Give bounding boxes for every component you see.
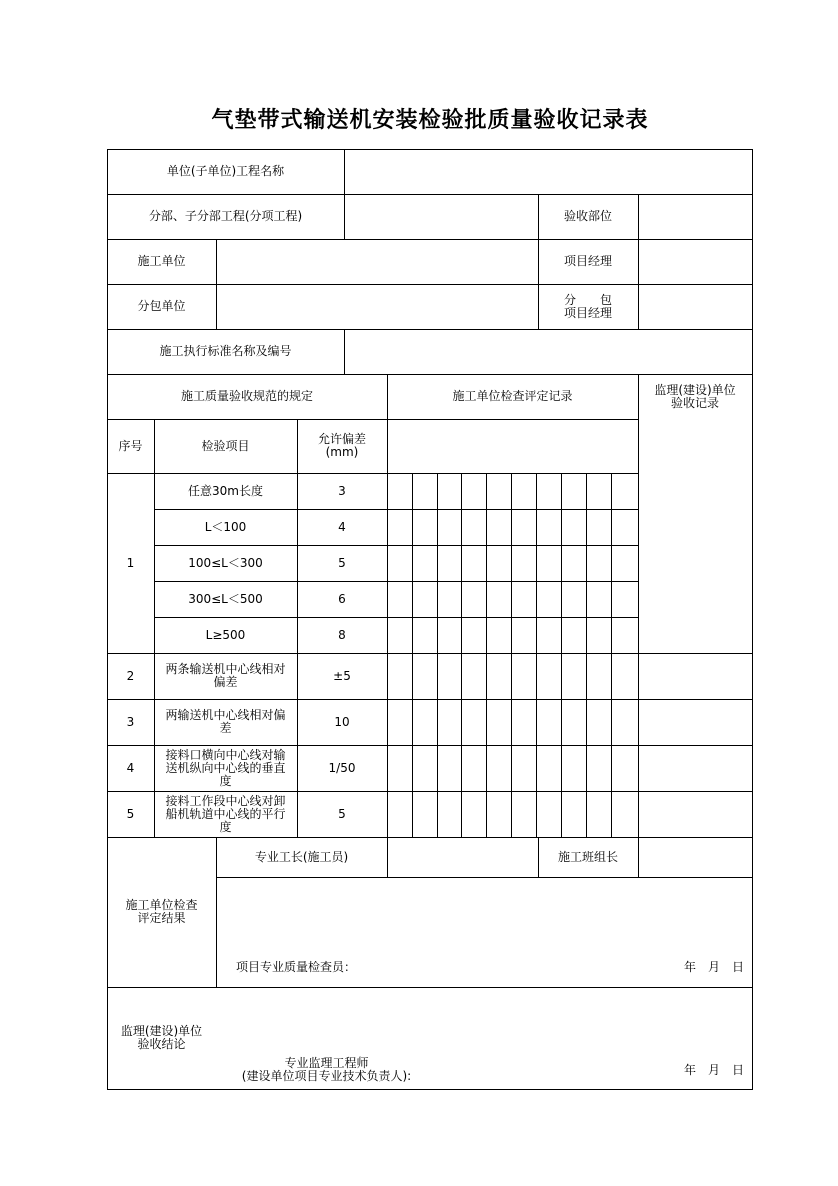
inspection-cell[interactable] bbox=[612, 792, 638, 837]
inspection-cell[interactable] bbox=[438, 618, 461, 653]
inspection-cell[interactable] bbox=[562, 546, 586, 581]
supervision-record-field[interactable] bbox=[638, 419, 752, 837]
inspection-cell[interactable] bbox=[512, 700, 536, 745]
item-2-name-text: 两条输送机中心线相对 bbox=[165, 662, 286, 676]
inspection-cell[interactable] bbox=[537, 746, 561, 791]
inspection-record-header-text: 施工单位检查评定记录 bbox=[452, 389, 573, 403]
col-item-header-text: 检验项目 bbox=[201, 438, 250, 453]
item-3-name-text: 差 bbox=[219, 721, 232, 735]
item-1-sub-5-name-text: L≥500 bbox=[205, 627, 246, 642]
item-5-tolerance-text: 5 bbox=[338, 806, 346, 821]
inspection-cell[interactable] bbox=[587, 654, 611, 699]
inspection-cell[interactable] bbox=[587, 618, 611, 653]
inspection-cell[interactable] bbox=[512, 792, 536, 837]
item-4-no-text: 4 bbox=[126, 760, 135, 775]
foreman-field[interactable] bbox=[387, 837, 538, 877]
inspection-cell[interactable] bbox=[438, 654, 461, 699]
inspection-cell[interactable] bbox=[462, 474, 486, 509]
item-1-sub-4-name-text: 300≤L＜500 bbox=[188, 591, 263, 606]
inspection-cell[interactable] bbox=[413, 654, 437, 699]
inspection-cell[interactable] bbox=[413, 546, 437, 581]
item-1-sub-4-tolerance-text: 6 bbox=[338, 591, 346, 606]
result-label-text: 施工单位检查 bbox=[125, 898, 198, 912]
inspection-cell[interactable] bbox=[388, 792, 412, 837]
item-1-no-text: 1 bbox=[126, 555, 135, 570]
inspection-cell[interactable] bbox=[438, 546, 461, 581]
item-1-sub-2-name-text: L＜100 bbox=[204, 519, 247, 534]
item-3-no-text: 3 bbox=[126, 714, 135, 729]
item-4-name-text: 送机纵向中心线的垂直 bbox=[165, 760, 286, 775]
item-1-sub-3-tolerance-text: 5 bbox=[338, 555, 346, 570]
inspection-cell[interactable] bbox=[388, 654, 412, 699]
inspection-cell[interactable] bbox=[487, 474, 511, 509]
item-5-no bbox=[107, 791, 154, 837]
foreman-label bbox=[216, 837, 387, 877]
inspection-cell[interactable] bbox=[388, 546, 412, 581]
construction-unit-field[interactable] bbox=[216, 239, 538, 284]
col-tolerance-header-text: (mm) bbox=[325, 445, 359, 459]
standard-name-label bbox=[107, 329, 344, 374]
item-5-tolerance bbox=[297, 791, 387, 837]
inspection-cell[interactable] bbox=[562, 746, 586, 791]
result-label bbox=[107, 837, 216, 987]
supervision-record-header bbox=[638, 374, 752, 419]
quality-spec-header bbox=[107, 374, 387, 419]
construction-unit-label bbox=[107, 239, 216, 284]
inspection-cell[interactable] bbox=[562, 654, 586, 699]
supervision-engineer-label-text: 专业监理工程师 bbox=[284, 1056, 369, 1070]
inspection-cell[interactable] bbox=[487, 654, 511, 699]
subcontract-manager-label-text: 分 包 bbox=[563, 292, 612, 307]
inspection-cell[interactable] bbox=[537, 474, 561, 509]
item-3-tolerance-text: 10 bbox=[334, 714, 350, 729]
inspection-cell[interactable] bbox=[612, 618, 638, 653]
inspection-cell[interactable] bbox=[388, 746, 412, 791]
result-label-text: 评定结果 bbox=[137, 911, 186, 925]
inspection-cell[interactable] bbox=[562, 618, 586, 653]
inspection-cell[interactable] bbox=[388, 510, 412, 545]
item-3-name bbox=[154, 699, 297, 745]
subcontract-manager-field[interactable] bbox=[638, 284, 752, 329]
project-manager-label bbox=[538, 239, 638, 284]
supervision-engineer-label-text: (建设单位项目专业技术负责人): bbox=[241, 1069, 412, 1083]
unit-project-name-label bbox=[107, 149, 344, 194]
col-tolerance-header-text: 允许偏差 bbox=[317, 432, 366, 446]
inspection-cell[interactable] bbox=[462, 510, 486, 545]
item-3-no bbox=[107, 699, 154, 745]
inspection-cell[interactable] bbox=[438, 746, 461, 791]
inspection-cell[interactable] bbox=[413, 700, 437, 745]
inspection-cell[interactable] bbox=[462, 700, 486, 745]
subcontract-manager-label bbox=[538, 284, 638, 329]
item-2-no-text: 2 bbox=[126, 668, 135, 683]
result-text-area[interactable] bbox=[216, 877, 752, 949]
item-1-sub-5-name bbox=[154, 617, 297, 653]
inspection-cell[interactable] bbox=[537, 582, 561, 617]
inspection-cell[interactable] bbox=[487, 546, 511, 581]
inspection-cell[interactable] bbox=[512, 618, 536, 653]
team-leader-field[interactable] bbox=[638, 837, 752, 877]
col-tolerance-header bbox=[297, 419, 387, 473]
col-no-header bbox=[107, 419, 154, 473]
inspection-cell[interactable] bbox=[413, 746, 437, 791]
team-leader-label bbox=[538, 837, 638, 877]
inspection-cell[interactable] bbox=[587, 510, 611, 545]
inspection-cell[interactable] bbox=[388, 700, 412, 745]
item-1-sub-1-name-text: 任意30m长度 bbox=[188, 483, 263, 498]
inspection-cell[interactable] bbox=[438, 582, 461, 617]
inspection-cell[interactable] bbox=[537, 792, 561, 837]
item-4-tolerance-text: 1/50 bbox=[328, 760, 356, 775]
inspection-cell[interactable] bbox=[562, 700, 586, 745]
item-1-no bbox=[107, 473, 154, 653]
inspection-form bbox=[107, 149, 752, 1089]
inspection-cell[interactable] bbox=[562, 474, 586, 509]
inspection-cell[interactable] bbox=[462, 654, 486, 699]
supervision-record-header-text: 监理(建设)单位 bbox=[654, 382, 736, 397]
inspection-cell[interactable] bbox=[587, 546, 611, 581]
inspection-cell[interactable] bbox=[487, 792, 511, 837]
unit-project-name-label-text: 单位(子单位)工程名称 bbox=[166, 164, 285, 178]
inspection-cell[interactable] bbox=[413, 510, 437, 545]
sub-project-label bbox=[107, 194, 344, 239]
sub-project-label-text: 分部、子分部工程(分项工程) bbox=[148, 209, 303, 223]
inspection-cell[interactable] bbox=[512, 474, 536, 509]
item-1-sub-5-tolerance bbox=[297, 617, 387, 653]
inspection-cell[interactable] bbox=[612, 654, 638, 699]
standard-name-label-text: 施工执行标准名称及编号 bbox=[159, 344, 292, 358]
item-1-sub-4-tolerance bbox=[297, 581, 387, 617]
inspection-cell[interactable] bbox=[413, 618, 437, 653]
item-1-sub-5-tolerance-text: 8 bbox=[338, 627, 346, 642]
item-5-name-text: 船机轨道中心线的平行 bbox=[165, 806, 286, 821]
item-1-sub-2-tolerance-text: 4 bbox=[338, 519, 346, 534]
inspection-cell[interactable] bbox=[462, 792, 486, 837]
inspection-cell[interactable] bbox=[562, 792, 586, 837]
standard-name-field[interactable] bbox=[344, 329, 752, 374]
item-2-tolerance-text: ±5 bbox=[333, 668, 351, 683]
project-manager-label-text: 项目经理 bbox=[563, 254, 612, 268]
inspection-cell[interactable] bbox=[562, 510, 586, 545]
item-1-sub-3-name bbox=[154, 545, 297, 581]
inspection-cell[interactable] bbox=[438, 510, 461, 545]
item-3-name-text: 两输送机中心线相对偏 bbox=[165, 708, 286, 722]
conclusion-text-area[interactable] bbox=[107, 987, 752, 1054]
inspection-cell[interactable] bbox=[612, 510, 638, 545]
inspection-cell[interactable] bbox=[537, 654, 561, 699]
inspection-cell[interactable] bbox=[512, 582, 536, 617]
conclusion-label-text: 监理(建设)单位 bbox=[120, 1024, 203, 1038]
inspection-cell[interactable] bbox=[487, 746, 511, 791]
col-item-header bbox=[154, 419, 297, 473]
inspection-cell[interactable] bbox=[537, 510, 561, 545]
inspection-cell[interactable] bbox=[413, 792, 437, 837]
inspection-cell[interactable] bbox=[612, 746, 638, 791]
item-1-sub-1-name bbox=[154, 473, 297, 509]
supervision-engineer-label bbox=[216, 1055, 437, 1085]
inspection-cell[interactable] bbox=[512, 746, 536, 791]
foreman-label-text: 专业工长(施工员) bbox=[254, 849, 349, 864]
item-5-name-text: 接料工作段中心线对卸 bbox=[165, 793, 286, 808]
inspection-cell[interactable] bbox=[438, 700, 461, 745]
item-3-tolerance bbox=[297, 699, 387, 745]
quality-inspector-label-text: 项目专业质量检查员： bbox=[236, 960, 357, 974]
item-1-sub-3-name-text: 100≤L＜300 bbox=[188, 555, 263, 570]
inspection-cell[interactable] bbox=[487, 582, 511, 617]
item-4-name bbox=[154, 745, 297, 791]
item-2-name bbox=[154, 653, 297, 699]
project-manager-field[interactable] bbox=[638, 239, 752, 284]
item-5-name bbox=[154, 791, 297, 837]
subcontract-unit-label bbox=[107, 284, 216, 329]
item-1-sub-1-tolerance-text: 3 bbox=[338, 483, 346, 498]
inspection-cell[interactable] bbox=[587, 700, 611, 745]
inspection-cell[interactable] bbox=[487, 510, 511, 545]
result-date-text: 年 月 日 bbox=[683, 960, 744, 974]
inspection-record-header bbox=[387, 374, 638, 419]
inspection-cell[interactable] bbox=[612, 474, 638, 509]
inspection-cell[interactable] bbox=[413, 582, 437, 617]
item-5-name-text: 度 bbox=[219, 819, 232, 834]
item-5-no-text: 5 bbox=[126, 806, 135, 821]
item-1-sub-2-tolerance bbox=[297, 509, 387, 545]
inspection-cell[interactable] bbox=[438, 792, 461, 837]
quality-inspector-label bbox=[216, 954, 487, 981]
acceptance-part-label-text: 验收部位 bbox=[563, 209, 612, 223]
item-1-sub-4-name bbox=[154, 581, 297, 617]
inspection-cell[interactable] bbox=[388, 474, 412, 509]
col-no-header-text: 序号 bbox=[118, 438, 143, 453]
inspection-cell[interactable] bbox=[612, 700, 638, 745]
item-1-sub-2-name bbox=[154, 509, 297, 545]
conclusion-date bbox=[627, 1055, 752, 1085]
inspection-cell[interactable] bbox=[512, 546, 536, 581]
sub-project-field[interactable] bbox=[344, 194, 538, 239]
acceptance-part-field[interactable] bbox=[638, 194, 752, 239]
subcontract-unit-label-text: 分包单位 bbox=[137, 299, 186, 313]
result-date bbox=[627, 954, 752, 981]
grid-line bbox=[752, 149, 753, 1090]
inspection-cell[interactable] bbox=[487, 618, 511, 653]
inspection-cell[interactable] bbox=[587, 746, 611, 791]
item-2-no bbox=[107, 653, 154, 699]
item-2-tolerance bbox=[297, 653, 387, 699]
item-4-tolerance bbox=[297, 745, 387, 791]
item-4-no bbox=[107, 745, 154, 791]
inspection-cell[interactable] bbox=[587, 582, 611, 617]
subcontract-unit-field[interactable] bbox=[216, 284, 538, 329]
item-2-name-text: 偏差 bbox=[213, 675, 238, 689]
inspection-cell[interactable] bbox=[562, 582, 586, 617]
form-title: 气垫带式输送机安装检验批质量验收记录表 bbox=[211, 107, 649, 133]
conclusion-date-text: 年 月 日 bbox=[683, 1062, 744, 1077]
inspection-cell[interactable] bbox=[512, 510, 536, 545]
subcontract-manager-label-text: 项目经理 bbox=[563, 305, 612, 320]
inspection-cell[interactable] bbox=[537, 618, 561, 653]
inspection-cell[interactable] bbox=[388, 582, 412, 617]
acceptance-part-label bbox=[538, 194, 638, 239]
inspection-cell[interactable] bbox=[462, 546, 486, 581]
inspection-cell[interactable] bbox=[587, 474, 611, 509]
unit-project-name-field[interactable] bbox=[344, 149, 752, 194]
inspection-cell[interactable] bbox=[537, 546, 561, 581]
item-1-sub-1-tolerance bbox=[297, 473, 387, 509]
inspection-cell[interactable] bbox=[462, 618, 486, 653]
team-leader-label-text: 施工班组长 bbox=[557, 849, 618, 864]
inspection-cell[interactable] bbox=[537, 700, 561, 745]
inspection-cell[interactable] bbox=[413, 474, 437, 509]
construction-unit-label-text: 施工单位 bbox=[137, 254, 186, 268]
inspection-cell[interactable] bbox=[512, 654, 536, 699]
item-1-sub-3-tolerance bbox=[297, 545, 387, 581]
inspection-cell[interactable] bbox=[438, 474, 461, 509]
inspection-cell[interactable] bbox=[462, 582, 486, 617]
inspection-cell[interactable] bbox=[612, 582, 638, 617]
inspection-cell[interactable] bbox=[587, 792, 611, 837]
conclusion-label-text: 验收结论 bbox=[137, 1037, 186, 1051]
grid-line bbox=[107, 1089, 753, 1090]
inspection-cell[interactable] bbox=[612, 546, 638, 581]
inspection-cell[interactable] bbox=[388, 618, 412, 653]
inspection-cell[interactable] bbox=[462, 746, 486, 791]
inspection-record-area[interactable] bbox=[387, 419, 638, 473]
supervision-record-header-text: 验收记录 bbox=[670, 395, 719, 410]
item-4-name-text: 接料口横向中心线对输 bbox=[165, 747, 286, 762]
item-4-name-text: 度 bbox=[219, 773, 232, 788]
quality-spec-header-text: 施工质量验收规范的规定 bbox=[180, 389, 313, 403]
inspection-cell[interactable] bbox=[487, 700, 511, 745]
